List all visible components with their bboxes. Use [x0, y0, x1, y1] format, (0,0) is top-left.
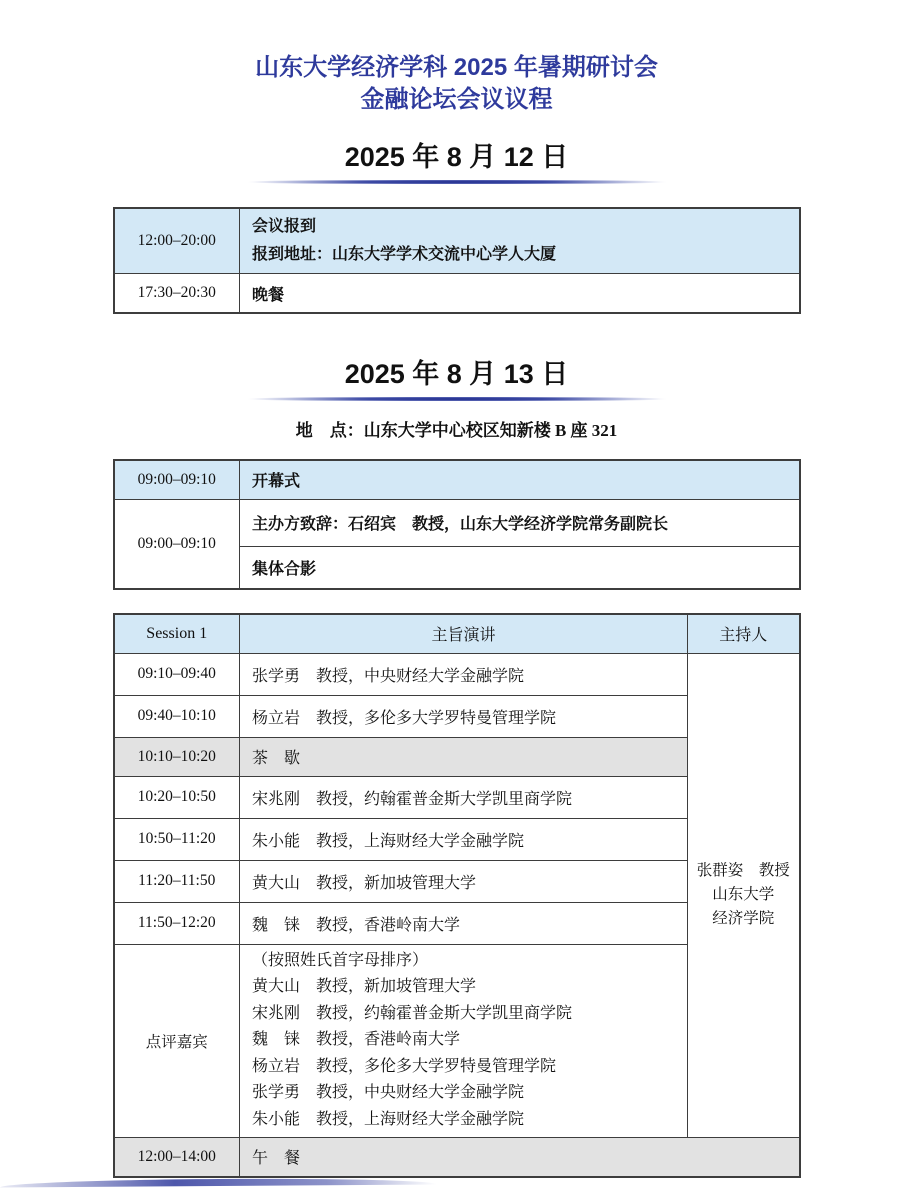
table-row — [114, 653, 800, 695]
speaker-cell: 张学勇 教授，中央财经大学金融学院 — [240, 653, 688, 695]
column-header-keynote: 主旨演讲 — [240, 614, 688, 654]
event-cell: 晚餐 — [240, 274, 800, 314]
event-cell: 集体合影 — [240, 546, 800, 589]
day1-date-heading: 2025 年 8 月 12 日 — [344, 142, 569, 173]
decorative-rule-day2 — [231, 397, 683, 401]
discussant-line: 黄大山 教授，新加坡管理大学 — [252, 978, 477, 996]
time-cell: 09:40–10:10 — [114, 695, 240, 737]
document-title-line2: 金融论坛会议议程 — [360, 85, 553, 113]
table-row — [114, 274, 800, 314]
speaker-cell: 魏 铼 教授，香港岭南大学 — [240, 902, 688, 944]
table-row — [114, 499, 800, 546]
chair-line: 经济学院 — [712, 910, 775, 928]
document-title — [0, 52, 913, 115]
speaker-cell: 黄大山 教授，新加坡管理大学 — [240, 860, 688, 902]
event-line: 会议报到 — [252, 218, 317, 236]
discussant-line: 宋兆刚 教授，约翰霍普金斯大学凯里商学院 — [252, 1004, 573, 1022]
event-cell — [240, 208, 800, 274]
decorative-rule-day1 — [231, 180, 683, 184]
discussant-line: 魏 铼 教授，香港岭南大学 — [252, 1031, 461, 1049]
time-cell: 10:10–10:20 — [114, 737, 240, 776]
discussants-label-cell: 点评嘉宾 — [114, 944, 240, 1137]
table-row — [114, 208, 800, 274]
speaker-cell: 杨立岩 教授，多伦多大学罗特曼管理学院 — [240, 695, 688, 737]
column-header-chair: 主持人 — [688, 614, 800, 654]
venue-line: 地 点：山东大学中心校区知新楼 B 座 321 — [295, 420, 618, 440]
discussants-note: （按照姓氏首字母排序） — [252, 951, 429, 969]
table-header-row — [114, 614, 800, 654]
time-cell: 09:00–09:10 — [114, 499, 240, 589]
discussants-list-cell — [240, 944, 688, 1137]
event-cell: 主办方致辞：石绍宾 教授，山东大学经济学院常务副院长 — [240, 499, 800, 546]
lunch-cell: 午 餐 — [240, 1137, 800, 1177]
time-cell: 09:10–09:40 — [114, 653, 240, 695]
discussant-line: 杨立岩 教授，多伦多大学罗特曼管理学院 — [252, 1057, 557, 1075]
day2-date-heading: 2025 年 8 月 13 日 — [344, 359, 569, 390]
day2-opening-table — [113, 459, 801, 590]
time-cell: 10:20–10:50 — [114, 776, 240, 818]
chair-line: 张群姿 教授 — [696, 862, 790, 880]
time-cell: 11:50–12:20 — [114, 902, 240, 944]
chair-line: 山东大学 — [712, 886, 775, 904]
time-cell: 17:30–20:30 — [114, 274, 240, 314]
table-row — [114, 460, 800, 500]
document-title-line1: 山东大学经济学科 2025 年暑期研讨会 — [255, 54, 658, 81]
day1-schedule-table — [113, 207, 801, 314]
session-label: Session 1 — [114, 614, 240, 654]
tea-break-cell: 茶 歇 — [240, 737, 688, 776]
chair-cell — [688, 653, 800, 1137]
session1-table — [113, 613, 801, 1178]
time-cell: 12:00–20:00 — [114, 208, 240, 274]
agenda-page — [0, 52, 913, 1184]
table-row-lunch — [114, 1137, 800, 1177]
discussant-line: 张学勇 教授，中央财经大学金融学院 — [252, 1084, 525, 1102]
decorative-footer-swoosh — [0, 1177, 437, 1187]
event-cell: 开幕式 — [240, 460, 800, 500]
discussant-line: 朱小能 教授，上海财经大学金融学院 — [252, 1111, 525, 1128]
time-cell: 11:20–11:50 — [114, 860, 240, 902]
speaker-cell: 朱小能 教授，上海财经大学金融学院 — [240, 818, 688, 860]
time-cell: 12:00–14:00 — [114, 1137, 240, 1177]
event-line: 报到地址：山东大学学术交流中心学人大厦 — [252, 246, 557, 264]
time-cell: 09:00–09:10 — [114, 460, 240, 500]
speaker-cell: 宋兆刚 教授，约翰霍普金斯大学凯里商学院 — [240, 776, 688, 818]
time-cell: 10:50–11:20 — [114, 818, 240, 860]
